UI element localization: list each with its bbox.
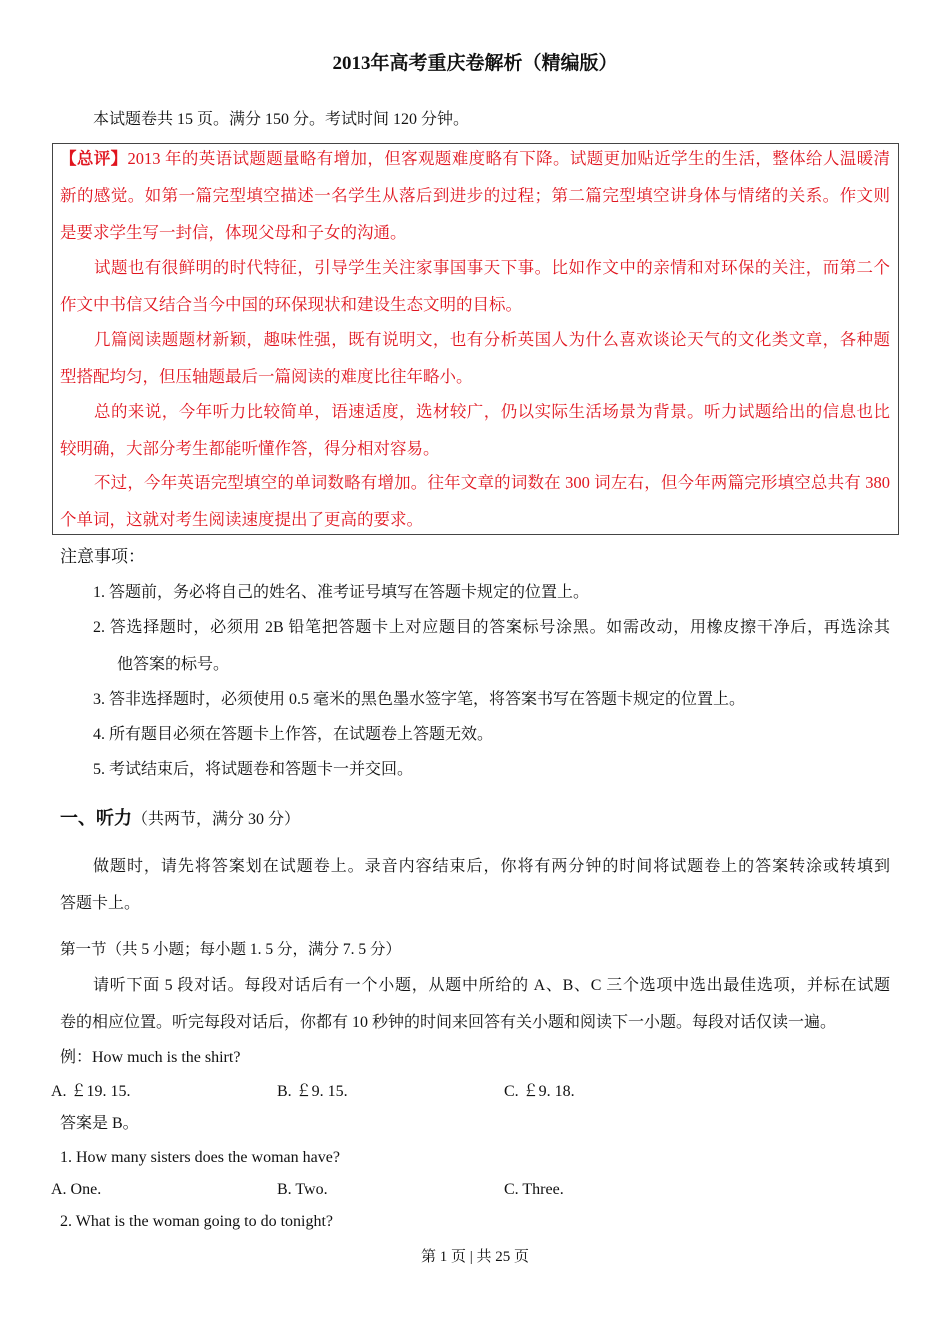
review-line: 个单词，这就对考生阅读速度提出了更高的要求。 xyxy=(60,510,423,529)
note-item: 3. 答非选择题时，必须使用 0.5 毫米的黑色墨水签字笔，将答案书写在答题卡规定的位置上。 xyxy=(93,691,746,708)
example-option-b: B. ￡9. 15. xyxy=(277,1083,348,1100)
question-1-option-a: A. One. xyxy=(51,1181,102,1198)
note-item: 他答案的标号。 xyxy=(117,656,230,673)
review-line: 不过，今年英语完型填空的单词数略有增加。往年文章的词数在 300 词左右，但今年两篇完形填空总共有 380 xyxy=(94,473,890,492)
review-line: 新的感觉。如第一篇完型填空描述一名学生从落后到进步的过程；第二篇完型填空讲身体与情绪的关系。作文则 xyxy=(60,186,890,205)
review-tag: 【总评】 xyxy=(60,149,128,168)
note-item: 5. 考试结束后，将试题卷和答题卡一并交回。 xyxy=(93,761,414,778)
section-heading: 一、听力（共两节，满分 30 分） xyxy=(60,808,301,828)
example-answer: 答案是 B。 xyxy=(60,1115,139,1132)
section-instructions: 做题时，请先将答案划在试题卷上。录音内容结束后，你将有两分钟的时间将试题卷上的答案转涂或转填到 xyxy=(93,858,890,875)
review-line: 作文中书信又结合当今中国的环保现状和建设生态文明的目标。 xyxy=(60,295,522,314)
part-heading: 第一节（共 5 小题；每小题 1. 5 分，满分 7. 5 分） xyxy=(60,941,402,958)
page-footer: 第 1 页 | 共 25 页 xyxy=(420,1249,529,1265)
review-line: 试题也有很鲜明的时代特征，引导学生关注家事国事天下事。比如作文中的亲情和对环保的关注，而第二个 xyxy=(94,258,890,277)
part-instructions: 卷的相应位置。听完每段对话后，你都有 10 秒钟的时间来回答有关小题和阅读下一小题。每段对话仅读一遍。 xyxy=(60,1014,837,1031)
document-title: 2013年高考重庆卷解析（精编版） xyxy=(332,53,618,74)
part-instructions: 请听下面 5 段对话。每段对话后有一个小题，从题中所给的 A、B、C 三个选项中选出最佳选项，并标在试题 xyxy=(93,977,890,994)
review-box xyxy=(52,143,899,535)
review-line: 较明确，大部分考生都能听懂作答，得分相对容易。 xyxy=(60,439,440,458)
review-line: 型搭配均匀，但压轴题最后一篇阅读的难度比往年略小。 xyxy=(60,367,473,386)
question-1: 1. How many sisters does the woman have? xyxy=(60,1149,340,1166)
section-instructions: 答题卡上。 xyxy=(60,895,141,912)
review-line: 【总评】2013 年的英语试题题量略有增加，但客观题难度略有下降。试题更加贴近学生的生活，整体给人温暖清 xyxy=(60,149,891,168)
note-item: 2. 答选择题时，必须用 2B 铅笔把答题卡上对应题目的答案标号涂黑。如需改动，用橡皮擦干净后，再选涂其 xyxy=(93,619,890,636)
example-option-a: A. ￡19. 15. xyxy=(51,1083,131,1100)
question-1-option-b: B. Two. xyxy=(277,1181,328,1198)
review-line: 几篇阅读题题材新颖，趣味性强，既有说明文，也有分析英国人为什么喜欢谈论天气的文化类文章，各种题 xyxy=(94,330,890,349)
review-line: 是要求学生写一封信，体现父母和子女的沟通。 xyxy=(60,223,407,242)
question-1-option-c: C. Three. xyxy=(504,1181,564,1198)
example-question: 例：How much is the shirt? xyxy=(60,1049,241,1066)
note-item: 1. 答题前，务必将自己的姓名、准考证号填写在答题卡规定的位置上。 xyxy=(93,584,590,601)
note-item: 4. 所有题目必须在答题卡上作答，在试题卷上答题无效。 xyxy=(93,726,494,743)
intro-text: 本试题卷共 15 页。满分 150 分。考试时间 120 分钟。 xyxy=(93,111,470,128)
question-2: 2. What is the woman going to do tonight? xyxy=(60,1213,334,1230)
notes-heading: 注意事项： xyxy=(60,547,145,566)
review-line: 总的来说，今年听力比较简单，语速适度，选材较广，仍以实际生活场景为背景。听力试题给出的信息也比 xyxy=(94,402,890,421)
example-option-c: C. ￡9. 18. xyxy=(504,1083,575,1100)
